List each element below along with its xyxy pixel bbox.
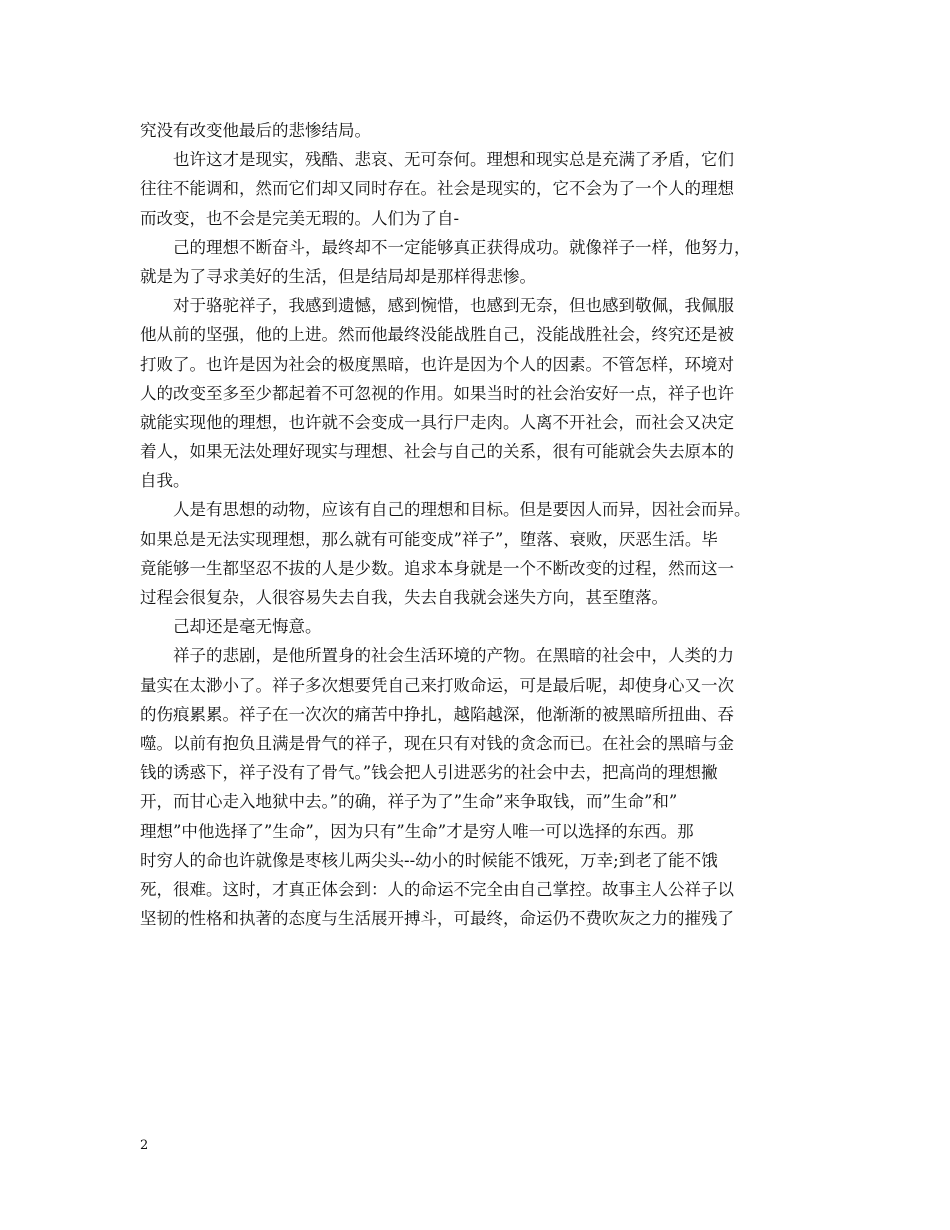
text-line: 死，很难。这时，才真正体会到：人的命运不完全由自己掌控。故事主人公祥子以 <box>140 879 734 899</box>
text-line: 己的理想不断奋斗，最终却不一定能够真正获得成功。就像祥子一样，他努力， <box>140 237 751 257</box>
page-number: 2 <box>140 1138 149 1153</box>
text-line: 打败了。也许是因为社会的极度黑暗，也许是因为个人的因素。不管怎样，环境对 <box>140 354 734 374</box>
text-line: 着人，如果无法处理好现实与理想、社会与自己的关系，很有可能就会失去原本的 <box>140 442 734 462</box>
text-line: 就是为了寻求美好的生活，但是结局却是那样得悲惨。 <box>140 266 536 286</box>
text-line: 对于骆驼祥子，我感到遗憾，感到惋惜，也感到无奈，但也感到敬佩，我佩服 <box>140 296 734 316</box>
text-line: 过程会很复杂，人很容易失去自我，失去自我就会迷失方向，甚至堕落。 <box>140 588 668 607</box>
text-line: 也许这才是现实，残酷、悲哀、无可奈何。理想和现实总是充满了矛盾，它们 <box>140 150 734 170</box>
text-line: 时穷人的命也许就像是枣核儿两尖头--幼小的时候能不饿死，万幸;到老了能不饿 <box>140 850 718 870</box>
text-line: 开，而甘心走入地狱中去。”的确，祥子为了”生命”来争取钱，而”生命”和” <box>140 792 678 812</box>
text-line: 理想”中他选择了”生命”，因为只有”生命”才是穷人唯一可以选择的东西。那 <box>140 821 694 841</box>
text-line: 往往不能调和，然而它们却又同时存在。社会是现实的，它不会为了一个人的理想 <box>140 179 734 199</box>
body-text <box>140 116 820 933</box>
text-line: 坚韧的性格和执著的态度与生活展开搏斗，可最终，命运仍不费吹灰之力的摧残了 <box>140 909 734 929</box>
text-line: 如果总是无法实现理想，那么就有可能变成”祥子”，堕落、衰败，厌恶生活。毕 <box>140 529 718 549</box>
text-line: 竟能够一生都坚忍不拔的人是少数。追求本身就是一个不断改变的过程，然而这一 <box>140 558 734 578</box>
text-line: 他从前的坚强，他的上进。然而他最终没能战胜自己，没能战胜社会，终究还是被 <box>140 325 734 345</box>
text-line: 噬。以前有抱负且满是骨气的祥子，现在只有对钱的贪念而已。在社会的黑暗与金 <box>140 733 734 753</box>
text-line: 己却还是毫无悔意。 <box>140 617 322 637</box>
text-line: 的伤痕累累。祥子在一次次的痛苦中挣扎，越陷越深，他渐渐的被黑暗所扭曲、吞 <box>140 704 734 724</box>
text-line: 钱的诱惑下，祥子没有了骨气。”钱会把人引进恶劣的社会中去，把高尚的理想撇 <box>140 763 718 783</box>
text-line: 人的改变至多至少都起着不可忽视的作用。如果当时的社会治安好一点，祥子也许 <box>140 383 734 403</box>
text-line: 究没有改变他最后的悲惨结局。 <box>140 121 371 140</box>
text-line: 而改变，也不会是完美无瑕的。人们为了自- <box>140 208 460 228</box>
text-line: 自我。 <box>140 471 190 491</box>
text-line: 祥子的悲剧，是他所置身的社会生活环境的产物。在黑暗的社会中，人类的力 <box>140 646 734 666</box>
text-line: 人是有思想的动物，应该有自己的理想和目标。但是要因人而异，因社会而异。 <box>140 500 751 520</box>
text-line: 就能实现他的理想，也许就不会变成一具行尸走肉。人离不开社会，而社会又决定 <box>140 412 734 432</box>
text-line: 量实在太渺小了。祥子多次想要凭自己来打败命运，可是最后呢，却使身心又一次 <box>140 675 734 695</box>
